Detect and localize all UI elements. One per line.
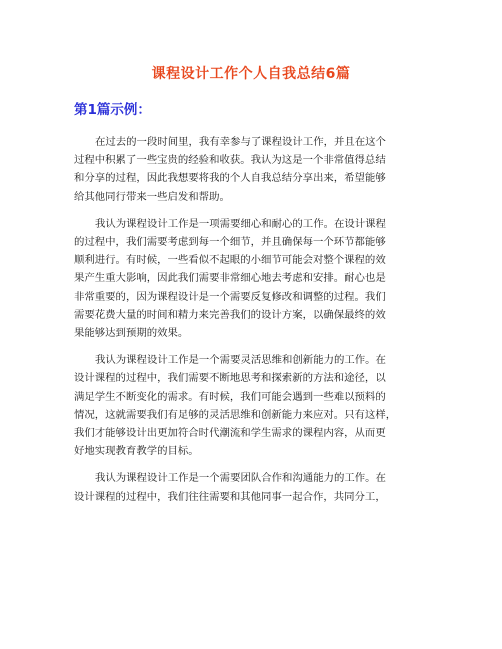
paragraph-line: 我认为课程设计工作是一个需要团队合作和沟通能力的工作。在	[95, 472, 386, 485]
paragraph-line: 的过程中，我们需要考虑到每一个细节，并且确保每一个环节都能够	[74, 236, 386, 249]
paragraph-line: 设计课程的过程中，我们需要不断地思考和探索新的方法和途径，以	[74, 372, 386, 385]
paragraph-line: 和分享的过程，因此我想要将我的个人自我总结分享出来，希望能够	[74, 172, 386, 185]
paragraph-line: 果产生重大影响，因此我们需要非常细心地去考虑和安排。耐心也是	[74, 272, 386, 285]
paragraph-line: 我认为课程设计工作是一个需要灵活思维和创新能力的工作。在	[95, 354, 386, 367]
paragraph-3	[74, 351, 436, 460]
document-title: 课程设计工作个人自我总结6篇	[151, 66, 351, 82]
document-body	[74, 133, 436, 515]
paragraph-line: 过程中积累了一些宝贵的经验和收获。我认为这是一个非常值得总结	[74, 154, 386, 167]
paragraph-line: 需要花费大量的时间和精力来完善我们的设计方案，以确保最终的效	[74, 308, 386, 321]
paragraph-line: 好地实现教育教学的目标。	[74, 445, 199, 458]
paragraph-1	[74, 133, 436, 206]
paragraph-line: 顺利进行。有时候，一些看似不起眼的小细节可能会对整个课程的效	[74, 254, 386, 267]
section-heading: 第1篇示例：	[74, 102, 151, 118]
paragraph-line: 给其他同行带来一些启发和帮助。	[74, 190, 230, 203]
paragraph-4	[74, 469, 436, 505]
paragraph-2	[74, 215, 436, 342]
paragraph-line: 我认为课程设计工作是一项需要细心和耐心的工作。在设计课程	[95, 217, 386, 230]
paragraph-line: 满足学生不断变化的需求。有时候，我们可能会遇到一些难以预料的	[74, 390, 386, 403]
paragraph-line: 情况，这就需要我们有足够的灵活思维和创新能力来应对。只有这样，	[74, 408, 397, 421]
paragraph-line: 在过去的一段时间里，我有幸参与了课程设计工作，并且在这个	[95, 136, 386, 148]
paragraph-line: 非常重要的，因为课程设计是一个需要反复修改和调整的过程。我们	[74, 290, 386, 303]
paragraph-line: 设计课程的过程中，我们往往需要和其他同事一起合作，共同分工，	[74, 490, 386, 503]
paragraph-line: 我们才能够设计出更加符合时代潮流和学生需求的课程内容，从而更	[74, 427, 386, 440]
paragraph-line: 果能够达到预期的效果。	[74, 327, 189, 340]
